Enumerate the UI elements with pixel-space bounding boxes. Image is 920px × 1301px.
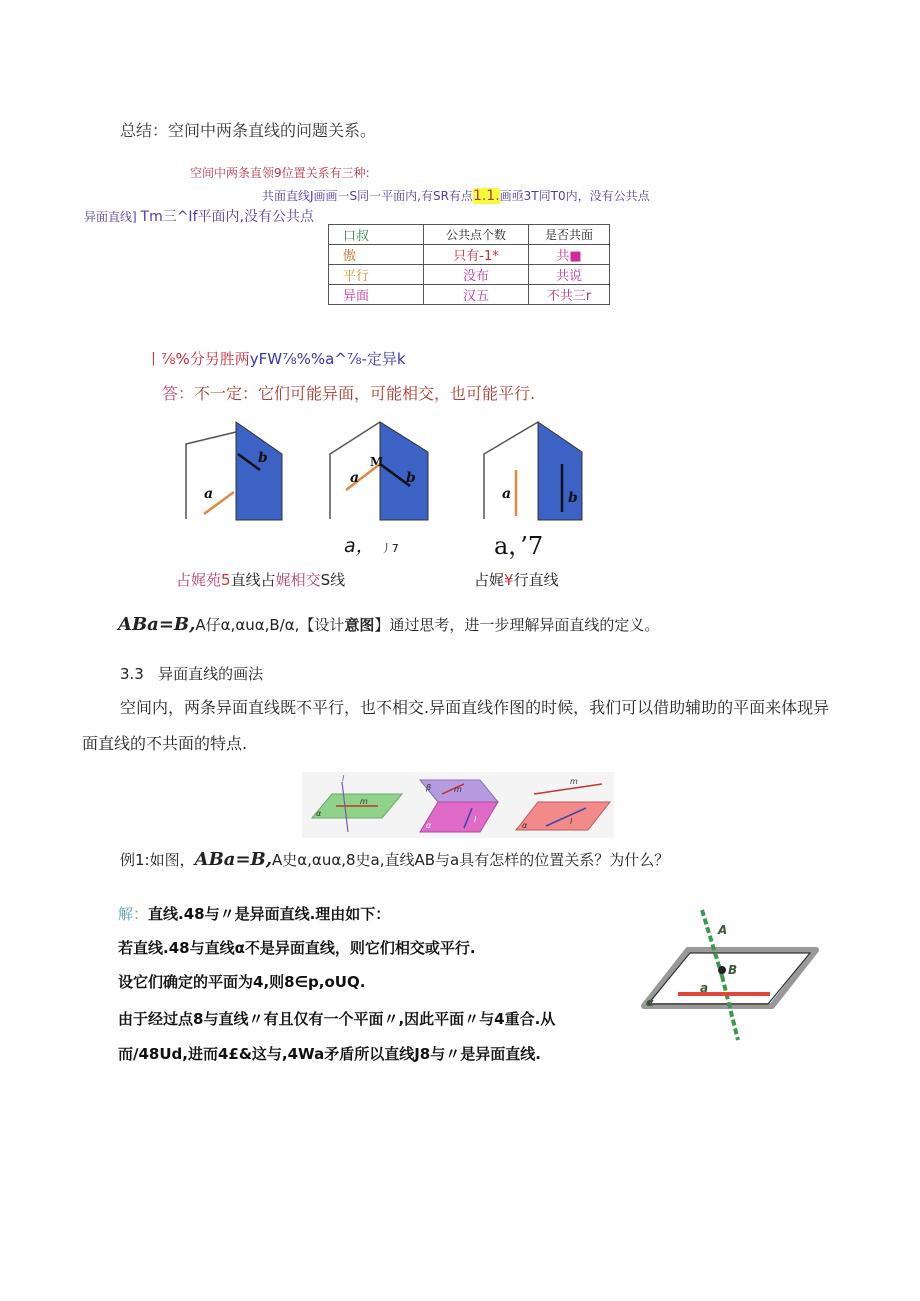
figure-skew-drawing: [302, 772, 614, 838]
question-part-b: yFW⅞%%a^⅞-定异k: [249, 350, 406, 368]
label-A: A: [718, 923, 728, 937]
figure-label-left-small: 丿7: [380, 542, 399, 555]
label-alpha: α: [426, 821, 432, 830]
relation-table: [328, 224, 610, 305]
example-1: [120, 849, 669, 870]
answer-label: 答：: [162, 384, 195, 403]
diagram-parallel: [484, 422, 582, 520]
solution-line-5: 而∕48Ud,进而4£&这与,4Wa矛盾所以直线J8与〃是异面直线.: [118, 1045, 541, 1063]
solution-line-2: 若直线.48与直线α不是异面直线，则它们相交或平行.: [118, 939, 476, 957]
table-header-cell: 口叔: [329, 225, 424, 245]
table-cell: 共■: [529, 245, 610, 265]
label-alpha: α: [316, 809, 322, 818]
label-l: l: [474, 815, 477, 824]
table-cell: 平行: [329, 265, 424, 285]
caption-left: [176, 569, 345, 590]
solution-label: 解：: [118, 905, 149, 923]
question-line: [146, 348, 406, 369]
summary-subtitle: 空间中两条直领9位置关系有三种:: [190, 166, 370, 180]
caption-right-c: 行直线: [513, 571, 559, 589]
caption-right-a: 占娓: [474, 571, 505, 589]
table-cell: 傲: [329, 245, 424, 265]
answer-text: 不一定：它们可能异面，可能相交，也可能平行.: [194, 384, 536, 403]
figure-example-plane: [638, 906, 820, 1046]
summary-line2-a: 异面直线]: [84, 210, 137, 224]
summary-title: 总结：空间中两条直线的问题关系。: [120, 121, 377, 140]
section-heading: [120, 663, 263, 684]
summary-line1-highlight: 1.1.: [472, 188, 500, 204]
table-cell: 共说: [529, 265, 610, 285]
design-end: 】通过思考，进一步理解异面直线的定义。: [374, 616, 660, 634]
table-header-cell: 是否共面: [529, 225, 610, 245]
table-cell: 不共三r: [529, 285, 610, 305]
label-b: b: [568, 490, 578, 506]
summary-line1-a: 共面直线J画画一S同一平面内,有SR有点: [262, 189, 473, 203]
summary-line1-b: 画亟3T同T0内，没有公共点: [499, 189, 650, 203]
design-bold: 意图: [344, 616, 375, 634]
solution-line-1: [118, 903, 390, 924]
caption-left-c: 直线占: [230, 571, 276, 589]
section-number: 3.3: [120, 665, 144, 683]
label-a: a: [502, 486, 512, 502]
caption-left-a: 占娓苑: [176, 571, 222, 589]
design-intent-line: [118, 614, 659, 635]
design-rest: A仔α,αuα,B/α,【设计: [195, 616, 345, 634]
figure-label-right: a，’7: [494, 532, 544, 560]
table-cell: 异面: [329, 285, 424, 305]
caption-left-b: 5: [221, 571, 231, 589]
caption-right-b: ¥: [504, 571, 514, 589]
answer-line: [162, 381, 535, 404]
label-m: m: [360, 797, 368, 806]
summary-line2-b: Tm三^If平面内,没有公共点: [140, 209, 314, 225]
formula: ABa=B,: [118, 614, 196, 635]
table-cell: 没布: [424, 265, 529, 285]
solution-line-4: 由于经过点8与直线〃有且仅有一个平面〃,因此平面〃与4重合.从: [118, 1010, 556, 1028]
summary-line-coplanar: [262, 187, 650, 204]
label-a: a: [204, 486, 214, 502]
table-header-cell: 公共点个数: [424, 225, 529, 245]
label-M: M: [370, 455, 384, 469]
label-b: b: [406, 470, 416, 486]
label-m: m: [454, 785, 462, 794]
summary-line-skew: [84, 206, 314, 226]
solution-text-1: 直线.48与〃是异面直线.理由如下：: [148, 905, 391, 923]
caption-left-e: S线: [320, 571, 346, 589]
table-row: [329, 245, 610, 265]
label-l: l: [342, 774, 345, 783]
paragraph: 空间内，两条异面直线既不平行，也不相交.异面直线作图的时候，我们可以借助辅助的平面来体现异面直线的不共面的特点.: [82, 698, 830, 753]
figure-label-left-main: a，: [344, 535, 375, 557]
diagram-intersecting: [330, 422, 428, 520]
label-alpha: α: [646, 996, 654, 1009]
label-l: l: [570, 817, 573, 826]
caption-left-d: 娓相交: [275, 571, 321, 589]
label-a: a: [350, 470, 360, 486]
label-beta: β: [426, 783, 432, 792]
example-prefix: 例1:如图，: [120, 851, 195, 869]
figure-label-left: [344, 531, 399, 558]
figure-plane-relations: [182, 414, 602, 524]
diagram-skew: [186, 422, 282, 520]
table-row: [329, 265, 610, 285]
table-row: [329, 285, 610, 305]
label-a: a: [700, 981, 709, 995]
example-formula: ABa=B,: [194, 849, 273, 870]
table-header-row: [329, 225, 610, 245]
section-title: 异面直线的画法: [158, 665, 264, 683]
question-part-a: 丨⅞%分另胜两: [146, 350, 250, 368]
table-cell: 只有-1*: [424, 245, 529, 265]
table-cell: 汉五: [424, 285, 529, 305]
solution-line-3: 设它们确定的平面为4,则8∈p,oUQ.: [118, 973, 366, 991]
caption-right: [474, 569, 559, 590]
label-b: b: [258, 450, 268, 466]
label-m: m: [570, 777, 578, 786]
label-alpha: α: [522, 821, 528, 830]
label-B: B: [728, 963, 738, 977]
example-rest: A史α,αuα,8史a,直线AB与a具有怎样的位置关系？为什么？: [272, 851, 670, 869]
